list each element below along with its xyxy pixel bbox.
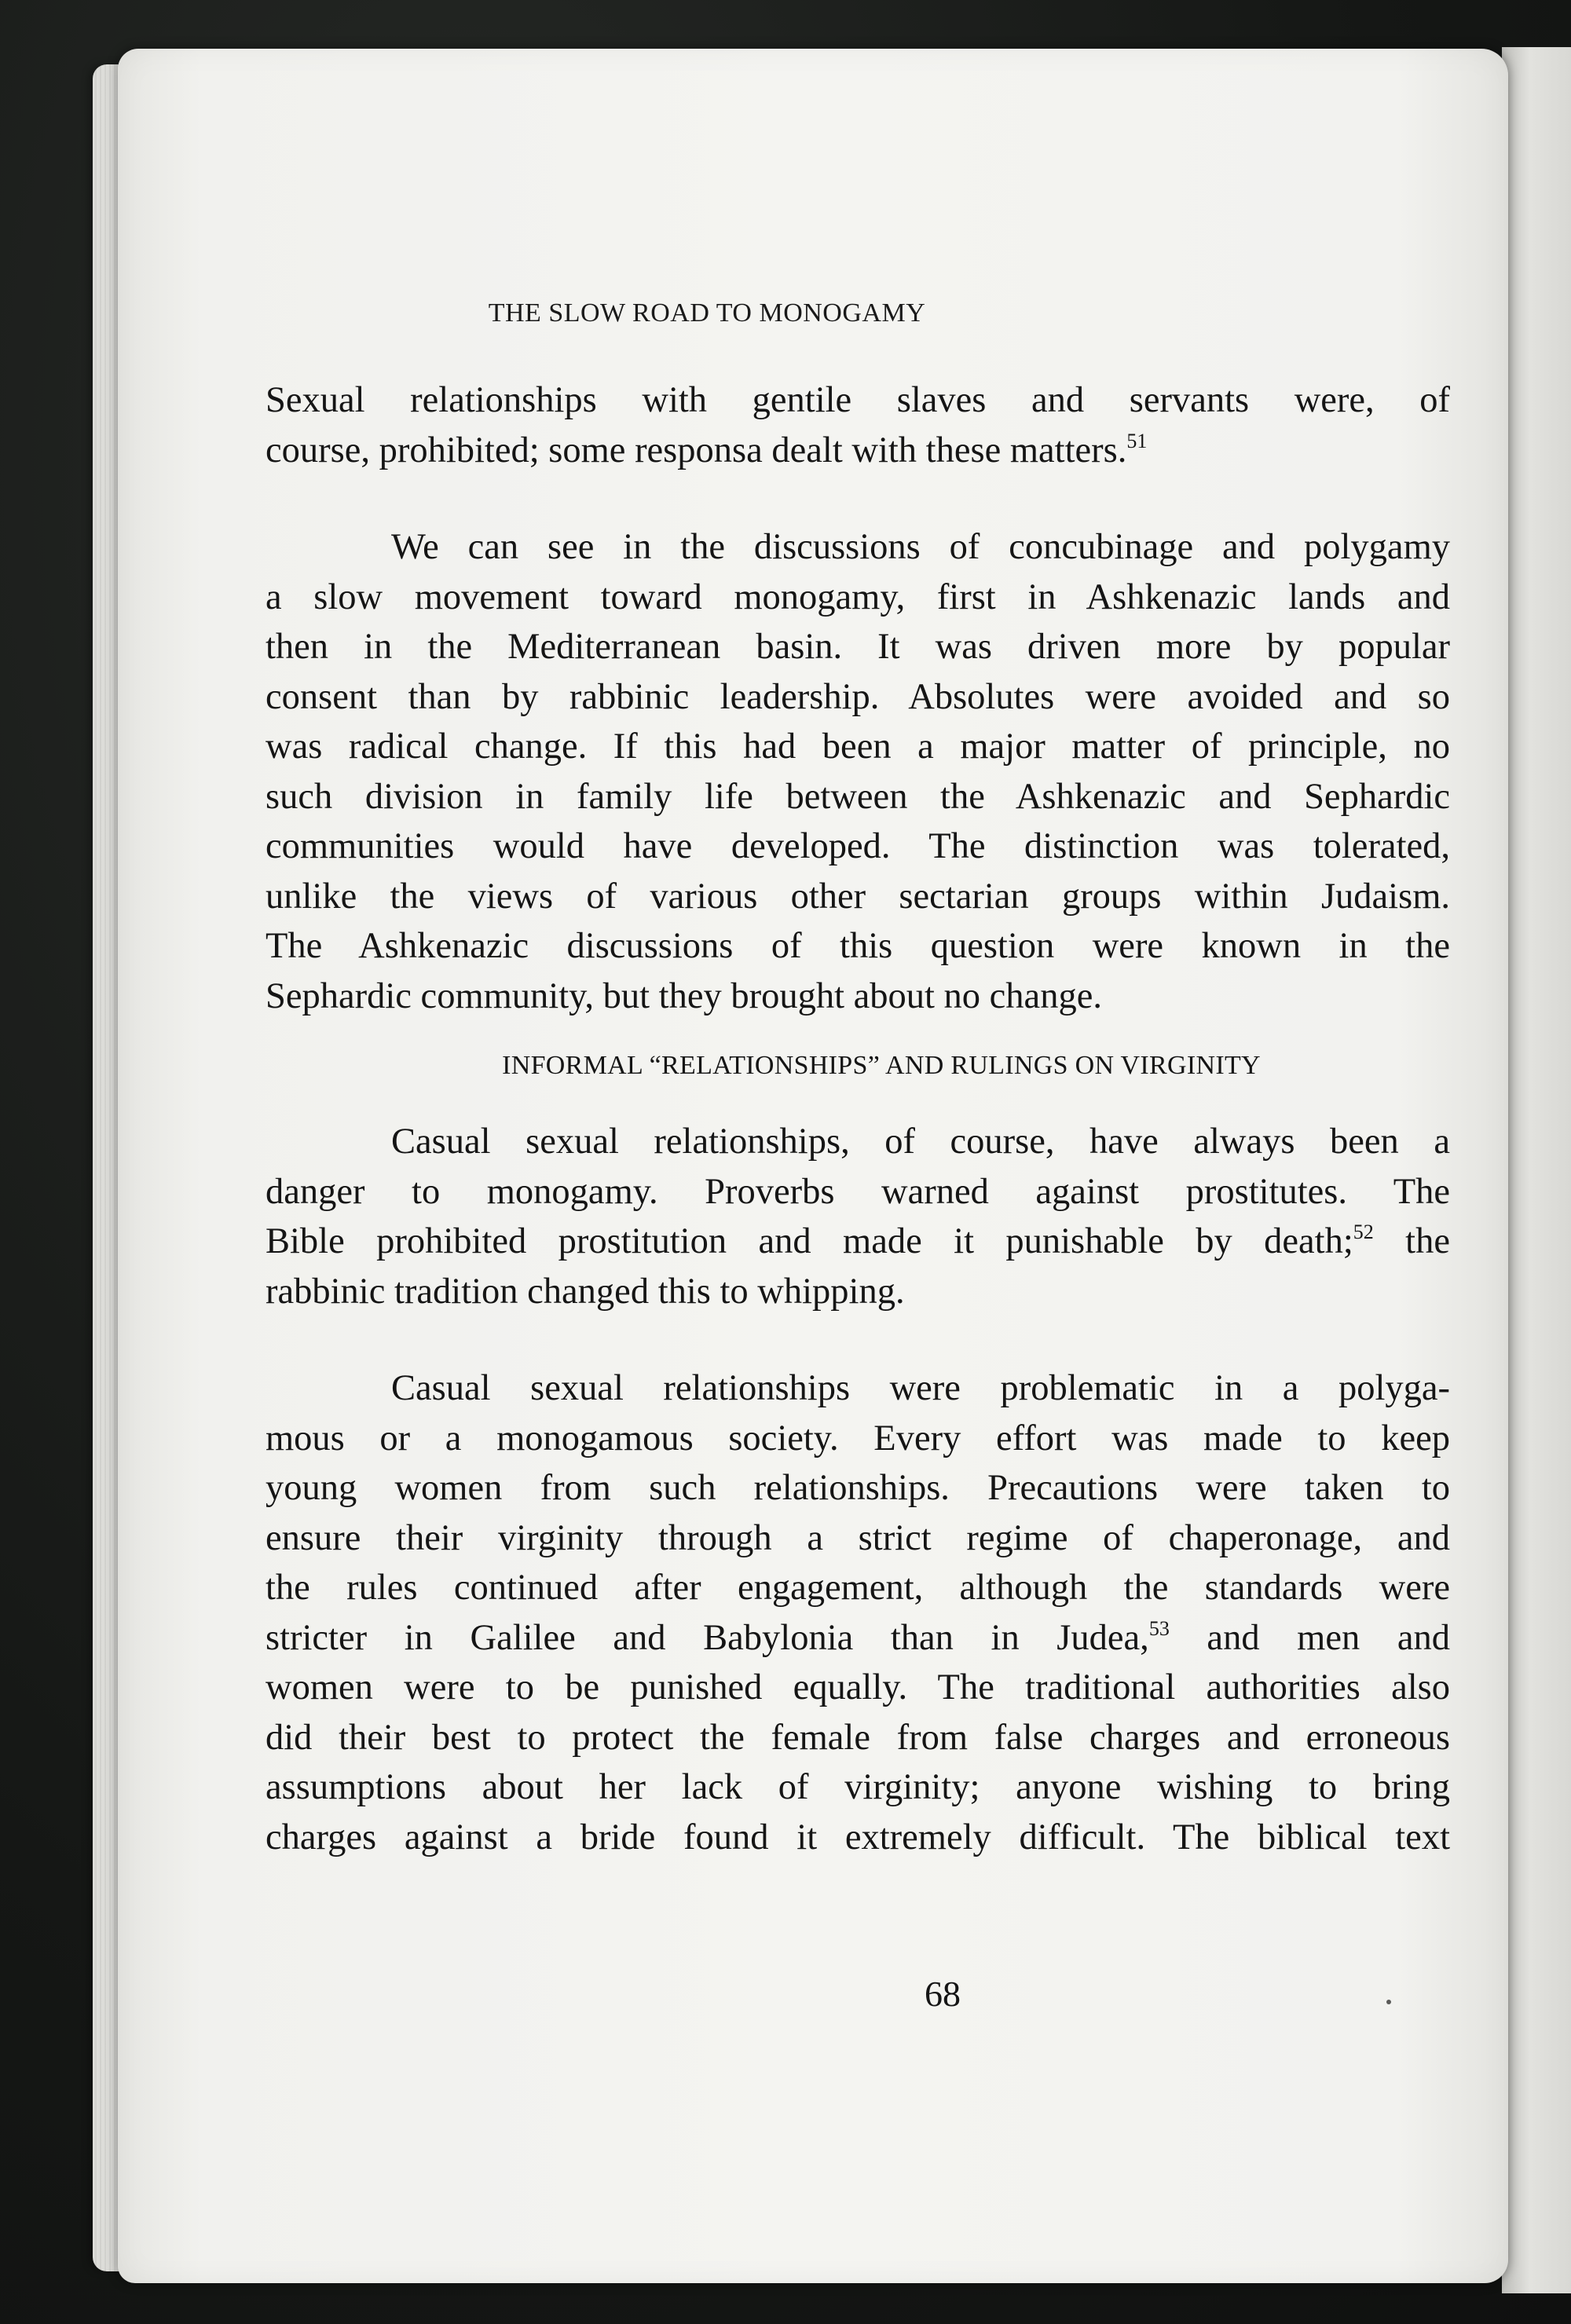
- text-segment: the: [1373, 1221, 1450, 1261]
- footnote-marker: 51: [1126, 429, 1148, 452]
- footnote-marker: 53: [1148, 1616, 1170, 1640]
- text-segment: stricter in Galilee and Babylonia than in Judea,: [265, 1617, 1149, 1658]
- text-line: young women from such relationships. Precautions were taken to: [265, 1468, 1450, 1508]
- paragraph: [265, 1363, 1450, 1862]
- text-line: [265, 426, 1450, 476]
- text-line: unlike the views of various other sectarian groups within Judaism.: [265, 876, 1450, 917]
- body-text: [265, 375, 1450, 1862]
- text-line: Sexual relationships with gentile slaves and servants were, of: [265, 380, 1450, 420]
- text-line: Casual sexual relationships were problematic in a polyga-: [391, 1368, 1450, 1408]
- text-line: the rules continued after engagement, although the standards were: [265, 1568, 1450, 1608]
- text-segment: Bible prohibited prostitution and made it punishable by death;: [265, 1221, 1353, 1261]
- text-line: such division in family life between the Ashkenazic and Sephardic: [265, 776, 1450, 817]
- text-line: rabbinic tradition changed this to whipping.: [265, 1271, 905, 1312]
- paragraph: [265, 522, 1450, 1021]
- text-line: [265, 1613, 1450, 1663]
- footnote-marker: 52: [1353, 1221, 1374, 1243]
- text-line: ensure their virginity through a strict regime of chaperonage, and: [265, 1517, 1450, 1558]
- text-line: We can see in the discussions of concubinage and polygamy: [391, 527, 1450, 567]
- text-line: [265, 1217, 1450, 1267]
- text-segment: and men and: [1169, 1617, 1450, 1658]
- text-line: then in the Mediterranean basin. It was driven more by popular: [265, 627, 1450, 667]
- text-segment: course, prohibited; some responsa dealt with these matters.: [265, 430, 1127, 470]
- paragraph: [265, 375, 1450, 475]
- text-line: consent than by rabbinic leadership. Absolutes were avoided and so: [265, 676, 1450, 717]
- adjacent-page-edge: [1502, 47, 1571, 2293]
- text-line: charges against a bride found it extremely difficult. The biblical text: [265, 1817, 1450, 1857]
- text-line: Sephardic community, but they brought about no change.: [265, 975, 1102, 1016]
- text-line: assumptions about her lack of virginity; anyone wishing to bring: [265, 1767, 1450, 1807]
- text-line: a slow movement toward monogamy, first in Ashkenazic lands and: [265, 576, 1450, 617]
- paragraph: [265, 1117, 1450, 1316]
- text-line: communities would have developed. The distinction was tolerated,: [265, 826, 1450, 866]
- section-heading: INFORMAL “RELATIONSHIPS” AND RULINGS ON VIRGINITY: [502, 1051, 1261, 1080]
- paragraph-spacer: [265, 1316, 1450, 1363]
- text-line: mous or a monogamous society. Every effort was made to keep: [265, 1418, 1450, 1458]
- page-number: 68: [925, 1974, 961, 2014]
- text-line: was radical change. If this had been a major matter of principle, no: [265, 726, 1450, 767]
- text-line: The Ashkenazic discussions of this question were known in the: [265, 926, 1450, 966]
- text-line: Casual sexual relationships, of course, have always been a: [391, 1122, 1450, 1162]
- paragraph-spacer: [265, 475, 1450, 522]
- text-line: did their best to protect the female from false charges and erroneous: [265, 1717, 1450, 1758]
- text-line: danger to monogamy. Proverbs warned against prostitutes. The: [265, 1171, 1450, 1212]
- running-head: THE SLOW ROAD TO MONOGAMY: [488, 298, 926, 328]
- dust-speck: [1386, 2000, 1391, 2004]
- text-line: women were to be punished equally. The traditional authorities also: [265, 1667, 1450, 1707]
